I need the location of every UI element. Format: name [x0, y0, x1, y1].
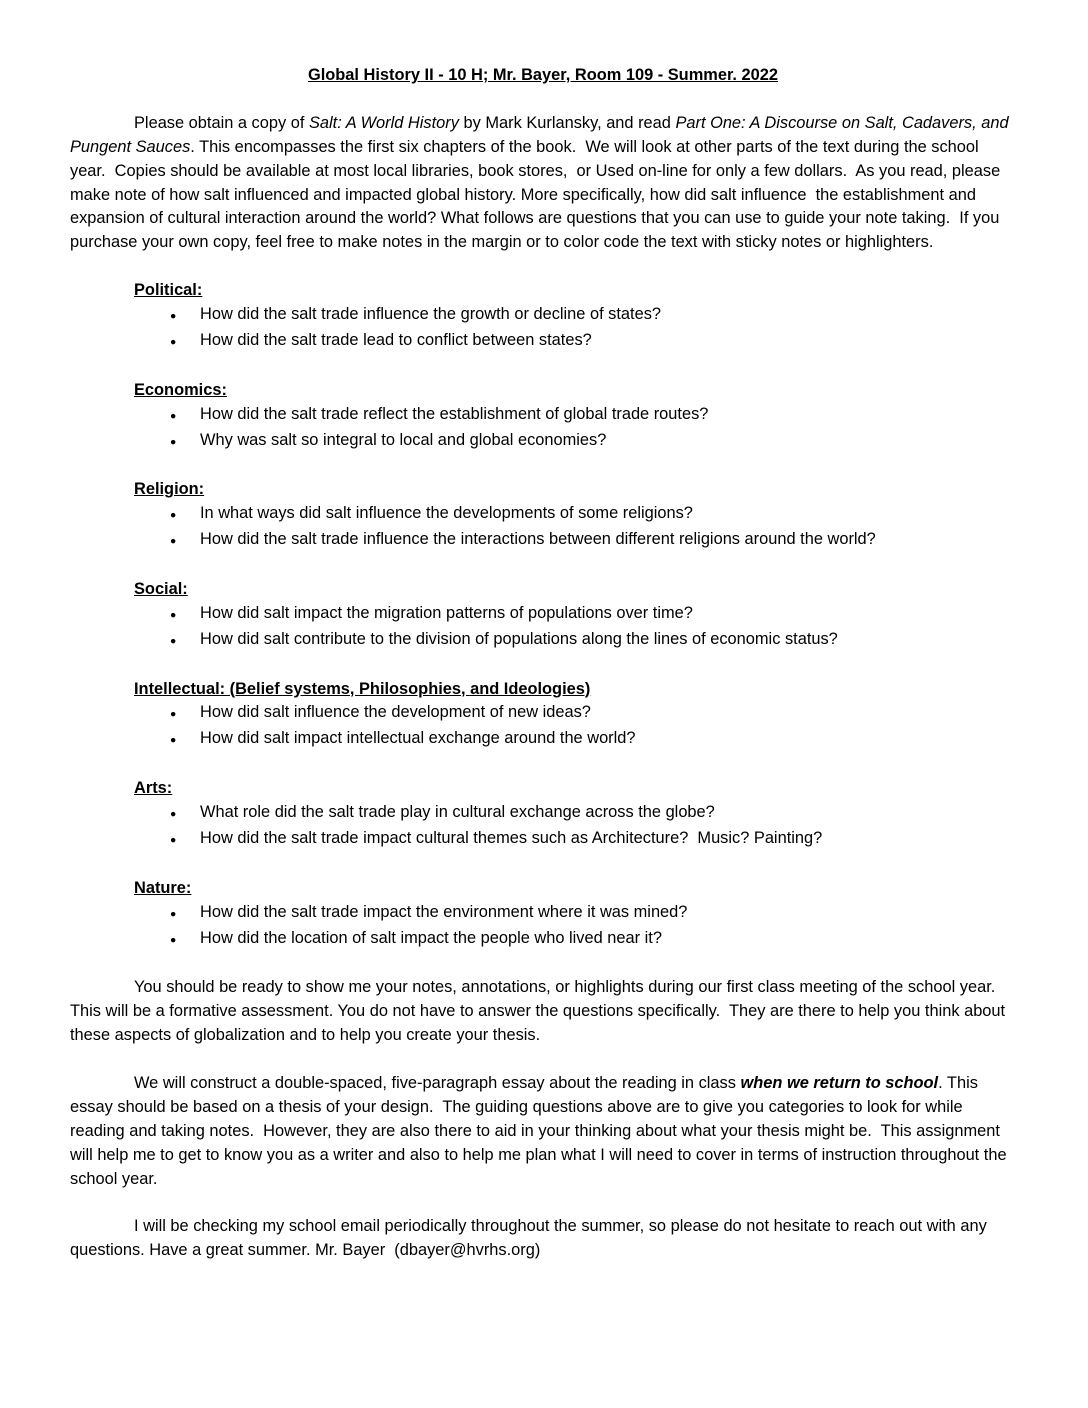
bullet-item: [170, 303, 1016, 329]
bullet-icon: ●: [170, 310, 177, 323]
notes-paragraph: You should be ready to show me your notes, annotations, or highlights during our first class meeting of the school year. This will be a formative assessment. You do not have to answer the questions specifically. They are there to help you think about these aspects of globalization and to help you create your thesis.: [70, 978, 1010, 1045]
bullet-text: How did salt impact intellectual exchange around the world?: [200, 729, 636, 748]
bullet-text: How did salt contribute to the division of populations along the lines of economic status?: [200, 629, 838, 648]
bullet-text: How did the salt trade influence the growth or decline of states?: [200, 305, 662, 324]
bullet-icon: ●: [170, 535, 177, 548]
document-title: Global History II - 10 H; Mr. Bayer, Room 109 - Summer. 2022: [307, 66, 779, 84]
text-run: Salt: A World History: [308, 113, 459, 132]
bullet-icon: ●: [170, 708, 177, 721]
bullet-text: What role did the salt trade play in cultural exchange across the globe?: [200, 803, 715, 822]
bullet-icon: ●: [170, 808, 177, 821]
bullet-item: [170, 429, 1016, 455]
bullet-list: [70, 303, 1016, 355]
text-run: . This encompasses the first six chapters of the book. We will look at other parts of the text during the school year. Copies should be available at most local libraries, book stores, or Used on-line for only a few dollars. As you read, please make note of how salt influenced and impacted global history. More specifically, how did salt influence the establishment and expansion of cultural interaction around the world? What follows are questions that you can use to guide your note taking. If you purchase your own copy, feel free to make notes in the margin or to color code the text with sticky notes or highlighters.: [70, 137, 1005, 252]
bullet-list: [70, 901, 1016, 953]
bullet-list: [70, 502, 1016, 554]
bullet-icon: ●: [170, 435, 177, 448]
bullet-icon: ●: [170, 409, 177, 422]
question-section: [70, 478, 1016, 554]
question-section: [70, 777, 1016, 853]
bullet-text: How did salt impact the migration patterns of populations over time?: [200, 603, 693, 622]
bullet-icon: ●: [170, 833, 177, 846]
closing-paragraph: I will be checking my school email periodically throughout the summer, so please do not hesitate to reach out with any questions. Have a great summer. Mr. Bayer (dbayer@hvrhs.org): [70, 1217, 992, 1260]
bullet-item: [170, 628, 1016, 654]
bullet-icon: ●: [170, 734, 177, 747]
bullet-text: How did the salt trade impact cultural themes such as Architecture? Music? Painting?: [200, 828, 823, 847]
text-run: when we return to school: [740, 1074, 939, 1092]
bullet-icon: ●: [170, 608, 177, 621]
question-sections: [70, 279, 1016, 952]
bullet-item: [170, 329, 1016, 355]
text-run: Please obtain a copy of: [134, 113, 309, 132]
section-heading: Nature:: [134, 878, 192, 897]
bullet-text: How did the location of salt impact the people who lived near it?: [200, 928, 662, 947]
bullet-list: [70, 403, 1016, 455]
bullet-item: [170, 528, 1016, 554]
bullet-text: How did the salt trade reflect the establishment of global trade routes?: [200, 404, 709, 423]
question-section: [70, 279, 1016, 355]
bullet-text: Why was salt so integral to local and global economies?: [200, 430, 607, 449]
bullet-icon: ●: [170, 509, 177, 522]
bullet-item: [170, 927, 1016, 953]
section-heading: Religion:: [134, 480, 205, 499]
question-section: [70, 578, 1016, 654]
bullet-text: In what ways did salt influence the developments of some religions?: [200, 504, 693, 523]
bullet-text: How did the salt trade influence the interactions between different religions around the world?: [200, 530, 876, 549]
question-section: [70, 379, 1016, 455]
bullet-icon: ●: [170, 335, 177, 348]
bullet-item: [170, 827, 1016, 853]
bullet-icon: ●: [170, 634, 177, 647]
bullet-item: [170, 701, 1016, 727]
text-run: by Mark Kurlansky, and read: [458, 113, 676, 132]
bullet-item: [170, 901, 1016, 927]
intro-paragraph: [70, 112, 1016, 255]
bullet-text: How did salt influence the development of new ideas?: [200, 703, 591, 722]
text-run: We will construct a double-spaced, five-paragraph essay about the reading in class: [134, 1074, 741, 1092]
bullet-list: [70, 602, 1016, 654]
text-run: Part One: A Discourse on Salt, Cadavers, and Pungent Sauces: [70, 113, 1014, 156]
section-heading: Intellectual: (Belief systems, Philosophies, and Ideologies): [134, 679, 591, 698]
bullet-item: [170, 403, 1016, 429]
bullet-item: [170, 502, 1016, 528]
bullet-list: [70, 701, 1016, 753]
question-section: [70, 678, 1016, 754]
section-heading: Economics:: [134, 380, 227, 399]
bullet-item: [170, 801, 1016, 827]
bullet-text: How did the salt trade impact the environment where it was mined?: [200, 902, 688, 921]
section-heading: Arts:: [134, 779, 173, 798]
text-run: . This essay should be based on a thesis of your design. The guiding questions above are to give you categories to look for while reading and taking notes. However, they are also there to aid in your thinking about what your thesis might be. This assignment will help me to get to know you as a writer and also to help me plan what I will need to cover in terms of instruction throughout the school year.: [70, 1074, 1012, 1188]
question-section: [70, 877, 1016, 953]
section-heading: Political:: [134, 281, 203, 300]
section-heading: Social:: [134, 579, 188, 598]
bullet-list: [70, 801, 1016, 853]
bullet-icon: ●: [170, 933, 177, 946]
bullet-item: [170, 602, 1016, 628]
bullet-text: How did the salt trade lead to conflict between states?: [200, 330, 592, 349]
essay-paragraph: [70, 1072, 1016, 1192]
bullet-item: [170, 727, 1016, 753]
bullet-icon: ●: [170, 907, 177, 920]
